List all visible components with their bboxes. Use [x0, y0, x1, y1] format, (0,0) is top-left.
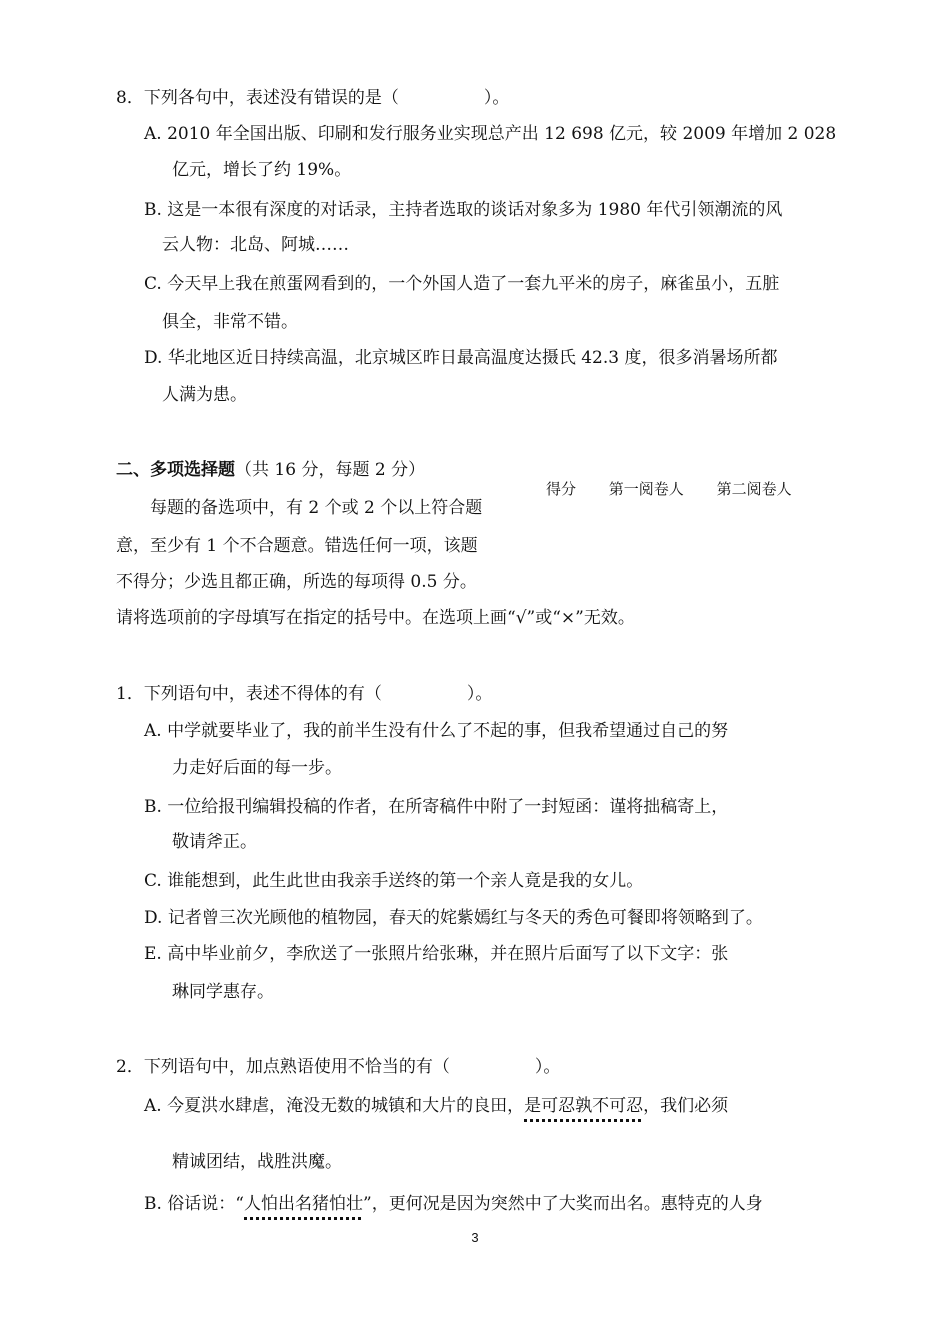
q8-option-c-line1: C. 今天早上我在煎蛋网看到的，一个外国人造了一套九平米的房子，麻雀虽小，五脏: [144, 274, 780, 294]
score-table: [546, 478, 792, 499]
q2-option-b-line1: [144, 1192, 763, 1216]
section-2-instructions-line2: 意，至少有 1 个不合题意。错选任何一项，该题: [116, 536, 478, 556]
q2-option-b-dotted-idiom: 人怕出名猪怕壮: [244, 1194, 363, 1214]
q2-option-b-post: ”，更何况是因为突然中了大奖而出名。惠特克的人身: [363, 1194, 763, 1214]
page-number: 3: [471, 1230, 479, 1245]
q1-option-e-line1: E. 高中毕业前夕，李欣送了一张照片给张琳，并在照片后面写了以下文字：张: [144, 944, 729, 964]
q8-option-b-line2: 云人物：北岛、阿城……: [162, 235, 349, 255]
section-2-title: 二、多项选择题: [116, 460, 235, 480]
q8-option-a-line2: 亿元，增长了约 19%。: [172, 160, 352, 180]
q2-option-a-pre: A. 今夏洪水肆虐，淹没无数的城镇和大片的良田，: [144, 1096, 525, 1116]
q8-option-d-line1: D. 华北地区近日持续高温，北京城区昨日最高温度达摄氏 42.3 度，很多消暑场所都: [144, 348, 778, 368]
section-2-heading: [116, 458, 425, 482]
q1-option-b-line2: 敬请斧正。: [172, 832, 257, 852]
score-table-score-header: 得分: [546, 480, 577, 498]
section-2-instructions-line4: 请将选项前的字母填写在指定的括号中。在选项上画“√”或“×”无效。: [116, 608, 635, 628]
q2-option-a-line1: [144, 1094, 728, 1118]
q2-option-b-pre: B. 俗话说：“: [144, 1194, 244, 1214]
score-table-reader1-header: 第一阅卷人: [608, 480, 684, 498]
q1-option-b-line1: B. 一位给报刊编辑投稿的作者，在所寄稿件中附了一封短函：谨将拙稿寄上，: [144, 797, 729, 817]
q1-option-e-line2: 琳同学惠存。: [172, 982, 274, 1002]
section-2-scoring: （共 16 分，每题 2 分）: [235, 460, 426, 480]
q8-option-c-line2: 俱全，非常不错。: [162, 312, 298, 332]
section-2-instructions-line3: 不得分；少选且都正确，所选的每项得 0.5 分。: [116, 572, 477, 592]
q1-option-d: D. 记者曾三次光顾他的植物园，春天的姹紫嫣红与冬天的秀色可餐即将领略到了。: [144, 908, 763, 928]
q2-option-a-dotted-idiom: 是可忍孰不可忍: [524, 1096, 644, 1116]
q1-option-c: C. 谁能想到，此生此世由我亲手送终的第一个亲人竟是我的女儿。: [144, 871, 644, 891]
q1-option-a-line2: 力走好后面的每一步。: [172, 758, 342, 778]
q1-option-a-line1: A. 中学就要毕业了，我的前半生没有什么了不起的事，但我希望通过自己的努: [144, 721, 729, 741]
q8-option-d-line2: 人满为患。: [162, 385, 247, 405]
q1-stem: 1．下列语句中，表述不得体的有（ ）。: [116, 684, 493, 704]
q8-option-a-line1: A. 2010 年全国出版、印刷和发行服务业实现总产出 12 698 亿元，较 2009 年增加 2 028: [144, 124, 837, 144]
q2-option-a-post: ，我们必须: [643, 1096, 729, 1116]
score-table-reader2-header: 第二阅卷人: [716, 480, 792, 498]
q8-option-b-line1: B. 这是一本很有深度的对话录，主持者选取的谈话对象多为 1980 年代引领潮流的风: [144, 200, 783, 220]
q8-stem: 8．下列各句中，表述没有错误的是（ ）。: [116, 88, 510, 108]
q2-stem: 2．下列语句中，加点熟语使用不恰当的有（ ）。: [116, 1057, 561, 1077]
q2-option-a-line2: 精诚团结，战胜洪魔。: [172, 1152, 342, 1172]
section-2-instructions-line1: 每题的备选项中，有 2 个或 2 个以上符合题: [150, 498, 483, 518]
